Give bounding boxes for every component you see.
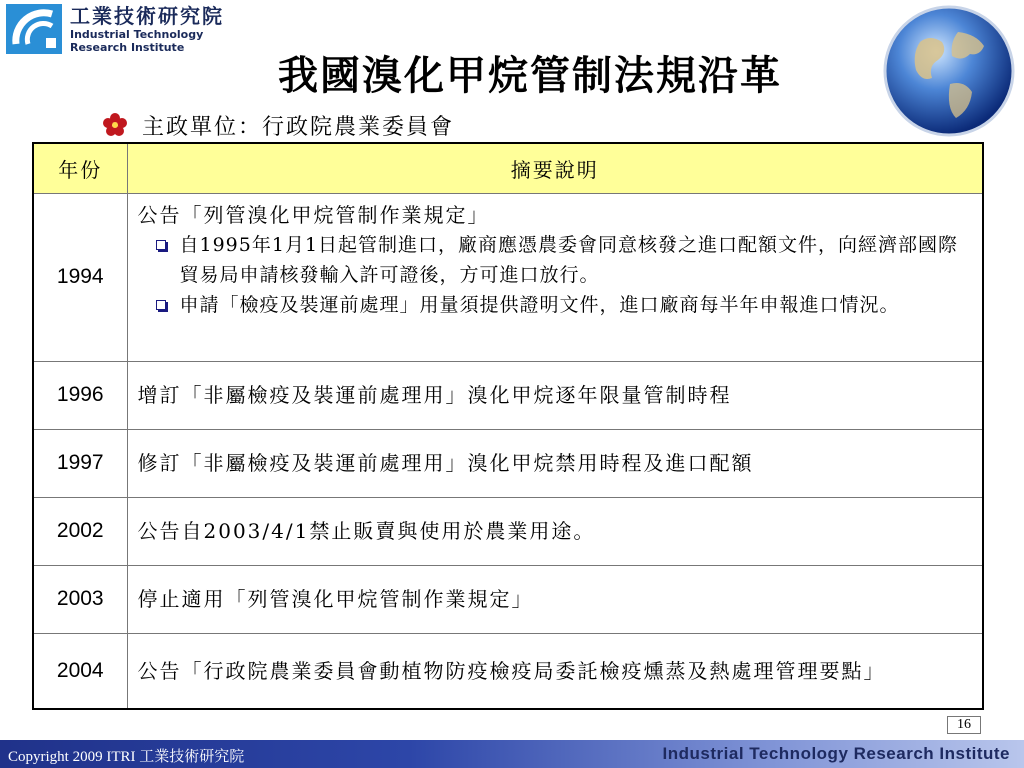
summary-cell: 增訂「非屬檢疫及裝運前處理用」溴化甲烷逐年限量管制時程 xyxy=(127,361,983,429)
table-row xyxy=(33,429,983,497)
square-bullet-icon xyxy=(156,300,166,310)
table-row xyxy=(33,361,983,429)
logo-chinese-name: 工業技術研究院 xyxy=(70,4,224,28)
regulation-history-table xyxy=(32,142,984,710)
table-row xyxy=(33,633,983,709)
bullet-text: 自1995年1月1日起管制進口，廠商應憑農委會同意核發之進口配額文件，向經濟部國際貿易局申請核發輸入許可證後，方可進口放行。 xyxy=(179,233,959,286)
itri-logo-icon xyxy=(6,4,62,54)
logo-english-line-2: Research Institute xyxy=(70,41,185,54)
table-row xyxy=(33,193,983,361)
year-cell: 2004 xyxy=(33,633,127,709)
subtitle-row xyxy=(102,110,454,140)
bullet-text: 申請「檢疫及裝運前處理」用量須提供證明文件，進口廠商每半年申報進口情況。 xyxy=(179,293,900,316)
summary-cell xyxy=(127,193,983,361)
table-header-row xyxy=(33,143,983,193)
header-year: 年份 xyxy=(33,143,127,193)
summary-cell: 公告自2003/4/1禁止販賣與使用於農業用途。 xyxy=(127,497,983,565)
year-cell: 1997 xyxy=(33,429,127,497)
logo-english-line-1: Industrial Technology xyxy=(70,28,204,41)
summary-cell: 停止適用「列管溴化甲烷管制作業規定」 xyxy=(127,565,983,633)
summary-bullets xyxy=(156,230,973,320)
summary-text: 公告「列管溴化甲烷管制作業規定」 xyxy=(137,202,490,227)
list-item xyxy=(156,230,973,290)
flower-bullet-icon xyxy=(102,112,128,138)
responsible-agency: 主政單位：行政院農業委員會 xyxy=(142,114,455,140)
year-cell: 2003 xyxy=(33,565,127,633)
table-row xyxy=(33,565,983,633)
copyright-text: Copyright 2009 ITRI 工業技術研究院 xyxy=(8,749,245,765)
footer-brand: Industrial Technology Research Institute xyxy=(662,744,1010,763)
table-row xyxy=(33,497,983,565)
square-bullet-icon xyxy=(156,240,166,250)
list-item xyxy=(156,290,973,320)
year-cell: 2002 xyxy=(33,497,127,565)
page-title: 我國溴化甲烷管制法規沿革 xyxy=(278,52,782,99)
globe-icon xyxy=(880,2,1018,140)
summary-cell: 修訂「非屬檢疫及裝運前處理用」溴化甲烷禁用時程及進口配額 xyxy=(127,429,983,497)
year-cell: 1994 xyxy=(33,193,127,361)
year-cell: 1996 xyxy=(33,361,127,429)
page-number: 16 xyxy=(947,716,981,734)
header-summary: 摘要說明 xyxy=(127,143,983,193)
footer-bar xyxy=(0,740,1024,768)
summary-cell: 公告「行政院農業委員會動植物防疫檢疫局委託檢疫燻蒸及熱處理管理要點」 xyxy=(127,633,983,709)
